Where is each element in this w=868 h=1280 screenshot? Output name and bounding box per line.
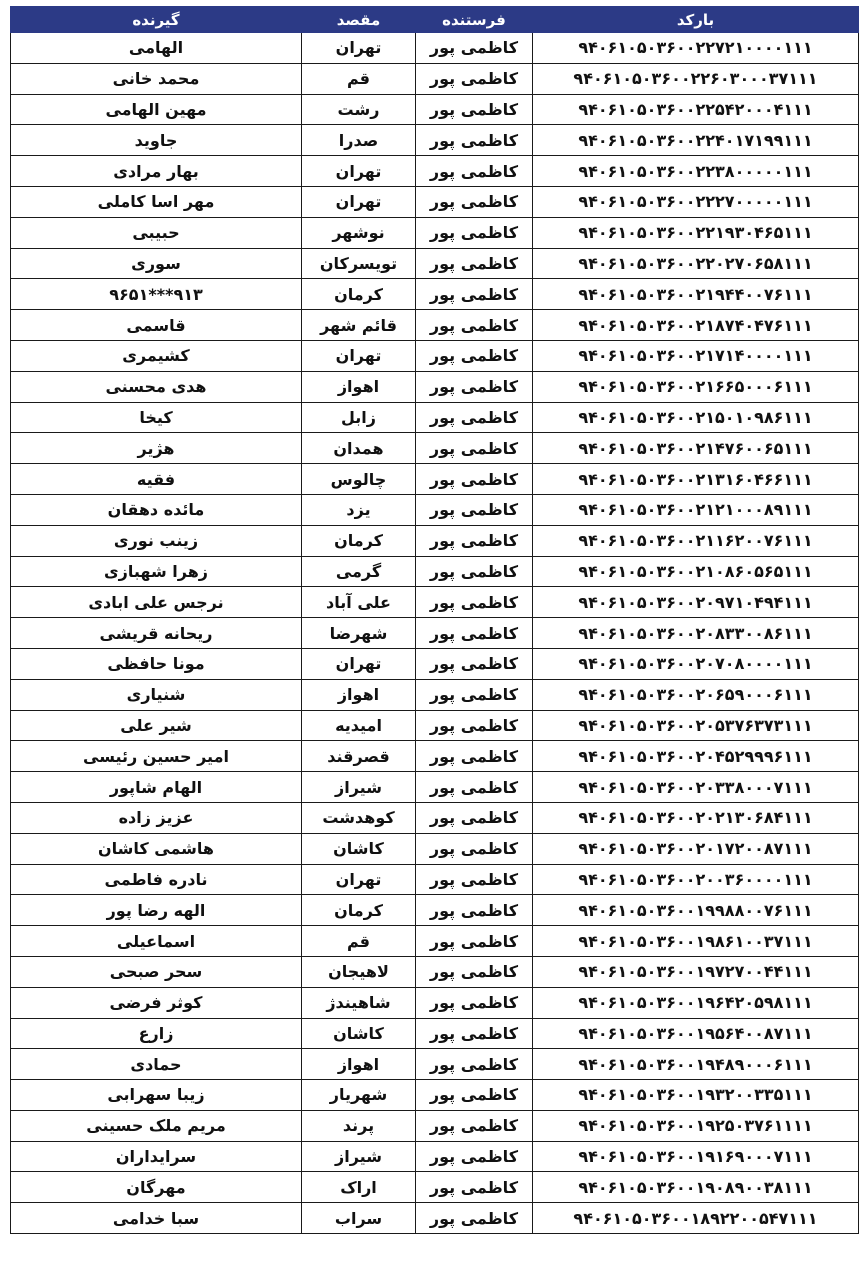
header-receiver: گیرنده — [11, 7, 302, 33]
barcode-cell: ۹۴۰۶۱۰۵۰۳۶۰۰۲۲۱۹۳۰۴۶۵۱۱۱ — [533, 217, 859, 248]
table-row — [11, 310, 859, 341]
barcode-cell: ۹۴۰۶۱۰۵۰۳۶۰۰۲۰۸۳۳۰۰۸۶۱۱۱ — [533, 618, 859, 649]
receiver-cell: زارع — [11, 1018, 302, 1049]
table-row — [11, 833, 859, 864]
receiver-cell: ریحانه قریشی — [11, 618, 302, 649]
destination-cell: شیراز — [302, 772, 416, 803]
barcode-cell: ۹۴۰۶۱۰۵۰۳۶۰۰۱۹۴۸۹۰۰۰۶۱۱۱ — [533, 1049, 859, 1080]
barcode-cell: ۹۴۰۶۱۰۵۰۳۶۰۰۱۹۵۶۴۰۰۸۷۱۱۱ — [533, 1018, 859, 1049]
receiver-cell: سوری — [11, 248, 302, 279]
barcode-cell: ۹۴۰۶۱۰۵۰۳۶۰۰۲۱۶۶۵۰۰۰۶۱۱۱ — [533, 371, 859, 402]
destination-cell: تهران — [302, 864, 416, 895]
table-row — [11, 94, 859, 125]
sender-cell: کاظمی پور — [416, 741, 533, 772]
receiver-cell: نرجس علی ابادی — [11, 587, 302, 618]
barcode-cell: ۹۴۰۶۱۰۵۰۳۶۰۰۲۱۳۱۶۰۴۶۶۱۱۱ — [533, 464, 859, 495]
table-row — [11, 987, 859, 1018]
barcode-cell: ۹۴۰۶۱۰۵۰۳۶۰۰۱۹۳۲۰۰۳۳۵۱۱۱ — [533, 1080, 859, 1111]
header-row — [11, 7, 859, 33]
sender-cell: کاظمی پور — [416, 494, 533, 525]
destination-cell: تهران — [302, 340, 416, 371]
barcode-cell: ۹۴۰۶۱۰۵۰۳۶۰۰۲۰۶۵۹۰۰۰۶۱۱۱ — [533, 679, 859, 710]
table-row — [11, 1080, 859, 1111]
destination-cell: سراب — [302, 1203, 416, 1234]
destination-cell: کرمان — [302, 895, 416, 926]
barcode-cell: ۹۴۰۶۱۰۵۰۳۶۰۰۲۱۰۸۶۰۵۶۵۱۱۱ — [533, 556, 859, 587]
sender-cell: کاظمی پور — [416, 63, 533, 94]
receiver-cell: زهرا شهبازی — [11, 556, 302, 587]
barcode-cell: ۹۴۰۶۱۰۵۰۳۶۰۰۲۰۲۱۳۰۶۸۴۱۱۱ — [533, 802, 859, 833]
sender-cell: کاظمی پور — [416, 371, 533, 402]
barcode-cell: ۹۴۰۶۱۰۵۰۳۶۰۰۲۲۷۲۱۰۰۰۰۱۱۱ — [533, 33, 859, 64]
receiver-cell: ۹۱۳***۹۶۵۱ — [11, 279, 302, 310]
barcode-cell: ۹۴۰۶۱۰۵۰۳۶۰۰۲۲۰۲۷۰۶۵۸۱۱۱ — [533, 248, 859, 279]
table-row — [11, 63, 859, 94]
barcode-cell: ۹۴۰۶۱۰۵۰۳۶۰۰۱۹۶۴۲۰۵۹۸۱۱۱ — [533, 987, 859, 1018]
barcode-cell: ۹۴۰۶۱۰۵۰۳۶۰۰۲۱۱۶۲۰۰۷۶۱۱۱ — [533, 525, 859, 556]
barcode-cell: ۹۴۰۶۱۰۵۰۳۶۰۰۲۰۰۳۶۰۰۰۰۱۱۱ — [533, 864, 859, 895]
receiver-cell: مونا حافظی — [11, 648, 302, 679]
barcode-cell: ۹۴۰۶۱۰۵۰۳۶۰۰۱۹۲۵۰۳۷۶۱۱۱۱ — [533, 1110, 859, 1141]
barcode-cell: ۹۴۰۶۱۰۵۰۳۶۰۰۲۱۸۷۴۰۴۷۶۱۱۱ — [533, 310, 859, 341]
destination-cell: قائم شهر — [302, 310, 416, 341]
table-row — [11, 525, 859, 556]
destination-cell: تهران — [302, 33, 416, 64]
table-row — [11, 1018, 859, 1049]
barcode-cell: ۹۴۰۶۱۰۵۰۳۶۰۰۲۲۳۸۰۰۰۰۰۱۱۱ — [533, 156, 859, 187]
destination-cell: کاشان — [302, 833, 416, 864]
barcode-cell: ۹۴۰۶۱۰۵۰۳۶۰۰۲۰۱۷۲۰۰۸۷۱۱۱ — [533, 833, 859, 864]
table-row — [11, 710, 859, 741]
table-row — [11, 802, 859, 833]
receiver-cell: زیبا سهرابی — [11, 1080, 302, 1111]
sender-cell: کاظمی پور — [416, 556, 533, 587]
sender-cell: کاظمی پور — [416, 125, 533, 156]
receiver-cell: بهار مرادی — [11, 156, 302, 187]
destination-cell: قصرقند — [302, 741, 416, 772]
sender-cell: کاظمی پور — [416, 987, 533, 1018]
receiver-cell: امیر حسین رئیسی — [11, 741, 302, 772]
destination-cell: تویسرکان — [302, 248, 416, 279]
table-row — [11, 186, 859, 217]
sender-cell: کاظمی پور — [416, 648, 533, 679]
barcode-cell: ۹۴۰۶۱۰۵۰۳۶۰۰۲۱۵۰۱۰۹۸۶۱۱۱ — [533, 402, 859, 433]
barcode-cell: ۹۴۰۶۱۰۵۰۳۶۰۰۱۹۷۲۷۰۰۴۴۱۱۱ — [533, 956, 859, 987]
table-row — [11, 1110, 859, 1141]
receiver-cell: سحر صبحی — [11, 956, 302, 987]
sender-cell: کاظمی پور — [416, 587, 533, 618]
receiver-cell: نادره فاطمی — [11, 864, 302, 895]
destination-cell: گرمی — [302, 556, 416, 587]
sender-cell: کاظمی پور — [416, 217, 533, 248]
table-row — [11, 679, 859, 710]
sender-cell: کاظمی پور — [416, 772, 533, 803]
table-row — [11, 279, 859, 310]
receiver-cell: اسماعیلی — [11, 926, 302, 957]
table-row — [11, 464, 859, 495]
destination-cell: لاهیجان — [302, 956, 416, 987]
destination-cell: اهواز — [302, 371, 416, 402]
sender-cell: کاظمی پور — [416, 525, 533, 556]
table-row — [11, 864, 859, 895]
table-row — [11, 433, 859, 464]
table-row — [11, 371, 859, 402]
destination-cell: زابل — [302, 402, 416, 433]
header-sender: فرستنده — [416, 7, 533, 33]
barcode-cell: ۹۴۰۶۱۰۵۰۳۶۰۰۱۸۹۲۲۰۰۵۴۷۱۱۱ — [533, 1203, 859, 1234]
receiver-cell: هژیر — [11, 433, 302, 464]
destination-cell: علی آباد — [302, 587, 416, 618]
receiver-cell: جاوید — [11, 125, 302, 156]
barcode-cell: ۹۴۰۶۱۰۵۰۳۶۰۰۲۱۴۷۶۰۰۶۵۱۱۱ — [533, 433, 859, 464]
receiver-cell: سرایداران — [11, 1141, 302, 1172]
table-row — [11, 618, 859, 649]
sender-cell: کاظمی پور — [416, 1049, 533, 1080]
sender-cell: کاظمی پور — [416, 1110, 533, 1141]
receiver-cell: قاسمی — [11, 310, 302, 341]
destination-cell: کرمان — [302, 279, 416, 310]
table-body — [11, 33, 859, 1234]
receiver-cell: هاشمی کاشان — [11, 833, 302, 864]
table-row — [11, 1172, 859, 1203]
barcode-cell: ۹۴۰۶۱۰۵۰۳۶۰۰۲۰۴۵۲۹۹۹۶۱۱۱ — [533, 741, 859, 772]
table-row — [11, 217, 859, 248]
barcode-cell: ۹۴۰۶۱۰۵۰۳۶۰۰۲۲۵۴۲۰۰۰۴۱۱۱ — [533, 94, 859, 125]
table-row — [11, 248, 859, 279]
sender-cell: کاظمی پور — [416, 340, 533, 371]
receiver-cell: الهام شاپور — [11, 772, 302, 803]
barcode-cell: ۹۴۰۶۱۰۵۰۳۶۰۰۲۲۴۰۱۷۱۹۹۱۱۱ — [533, 125, 859, 156]
table-row — [11, 772, 859, 803]
destination-cell: تهران — [302, 186, 416, 217]
sender-cell: کاظمی پور — [416, 248, 533, 279]
shipment-sheet — [10, 6, 858, 1234]
destination-cell: شیراز — [302, 1141, 416, 1172]
table-row — [11, 156, 859, 187]
receiver-cell: فقیه — [11, 464, 302, 495]
barcode-cell: ۹۴۰۶۱۰۵۰۳۶۰۰۱۹۹۸۸۰۰۷۶۱۱۱ — [533, 895, 859, 926]
table-row — [11, 402, 859, 433]
barcode-cell: ۹۴۰۶۱۰۵۰۳۶۰۰۱۹۱۶۹۰۰۰۷۱۱۱ — [533, 1141, 859, 1172]
sender-cell: کاظمی پور — [416, 156, 533, 187]
destination-cell: نوشهر — [302, 217, 416, 248]
sender-cell: کاظمی پور — [416, 802, 533, 833]
sender-cell: کاظمی پور — [416, 279, 533, 310]
sender-cell: کاظمی پور — [416, 33, 533, 64]
receiver-cell: مائده دهقان — [11, 494, 302, 525]
barcode-cell: ۹۴۰۶۱۰۵۰۳۶۰۰۲۰۹۷۱۰۴۹۴۱۱۱ — [533, 587, 859, 618]
table-row — [11, 494, 859, 525]
destination-cell: کرمان — [302, 525, 416, 556]
table-row — [11, 125, 859, 156]
shipment-table — [10, 6, 859, 1234]
table-row — [11, 556, 859, 587]
sender-cell: کاظمی پور — [416, 186, 533, 217]
sender-cell: کاظمی پور — [416, 464, 533, 495]
receiver-cell: سبا خدامی — [11, 1203, 302, 1234]
destination-cell: تهران — [302, 156, 416, 187]
receiver-cell: الهامی — [11, 33, 302, 64]
destination-cell: تهران — [302, 648, 416, 679]
receiver-cell: کشیمری — [11, 340, 302, 371]
sender-cell: کاظمی پور — [416, 1203, 533, 1234]
sender-cell: کاظمی پور — [416, 310, 533, 341]
destination-cell: پرند — [302, 1110, 416, 1141]
destination-cell: کاشان — [302, 1018, 416, 1049]
sender-cell: کاظمی پور — [416, 618, 533, 649]
barcode-cell: ۹۴۰۶۱۰۵۰۳۶۰۰۱۹۸۶۱۰۰۳۷۱۱۱ — [533, 926, 859, 957]
receiver-cell: مریم ملک حسینی — [11, 1110, 302, 1141]
barcode-cell: ۹۴۰۶۱۰۵۰۳۶۰۰۱۹۰۸۹۰۰۳۸۱۱۱ — [533, 1172, 859, 1203]
barcode-cell: ۹۴۰۶۱۰۵۰۳۶۰۰۲۱۷۱۴۰۰۰۰۱۱۱ — [533, 340, 859, 371]
table-row — [11, 895, 859, 926]
receiver-cell: هدی محسنی — [11, 371, 302, 402]
sender-cell: کاظمی پور — [416, 1141, 533, 1172]
sender-cell: کاظمی پور — [416, 710, 533, 741]
sender-cell: کاظمی پور — [416, 833, 533, 864]
destination-cell: کوهدشت — [302, 802, 416, 833]
sender-cell: کاظمی پور — [416, 1080, 533, 1111]
destination-cell: همدان — [302, 433, 416, 464]
destination-cell: قم — [302, 926, 416, 957]
destination-cell: شاهیندژ — [302, 987, 416, 1018]
table-row — [11, 587, 859, 618]
receiver-cell: شیر علی — [11, 710, 302, 741]
receiver-cell: مهرگان — [11, 1172, 302, 1203]
sender-cell: کاظمی پور — [416, 433, 533, 464]
table-row — [11, 956, 859, 987]
barcode-cell: ۹۴۰۶۱۰۵۰۳۶۰۰۲۰۳۳۸۰۰۰۷۱۱۱ — [533, 772, 859, 803]
sender-cell: کاظمی پور — [416, 94, 533, 125]
receiver-cell: عزیز زاده — [11, 802, 302, 833]
sender-cell: کاظمی پور — [416, 679, 533, 710]
table-row — [11, 1049, 859, 1080]
receiver-cell: حمادی — [11, 1049, 302, 1080]
table-row — [11, 741, 859, 772]
barcode-cell: ۹۴۰۶۱۰۵۰۳۶۰۰۲۰۷۰۸۰۰۰۰۱۱۱ — [533, 648, 859, 679]
receiver-cell: مهر اسا کاملی — [11, 186, 302, 217]
sender-cell: کاظمی پور — [416, 402, 533, 433]
destination-cell: صدرا — [302, 125, 416, 156]
receiver-cell: الهه رضا پور — [11, 895, 302, 926]
destination-cell: اراک — [302, 1172, 416, 1203]
header-barcode: بارکد — [533, 7, 859, 33]
destination-cell: اهواز — [302, 679, 416, 710]
destination-cell: یزد — [302, 494, 416, 525]
barcode-cell: ۹۴۰۶۱۰۵۰۳۶۰۰۲۲۲۷۰۰۰۰۰۱۱۱ — [533, 186, 859, 217]
table-row — [11, 340, 859, 371]
sender-cell: کاظمی پور — [416, 956, 533, 987]
receiver-cell: زینب نوری — [11, 525, 302, 556]
sender-cell: کاظمی پور — [416, 1172, 533, 1203]
sender-cell: کاظمی پور — [416, 1018, 533, 1049]
receiver-cell: کیخا — [11, 402, 302, 433]
table-row — [11, 33, 859, 64]
destination-cell: امیدیه — [302, 710, 416, 741]
destination-cell: اهواز — [302, 1049, 416, 1080]
table-row — [11, 926, 859, 957]
barcode-cell: ۹۴۰۶۱۰۵۰۳۶۰۰۲۲۶۰۳۰۰۰۳۷۱۱۱ — [533, 63, 859, 94]
sender-cell: کاظمی پور — [416, 895, 533, 926]
receiver-cell: محمد خانی — [11, 63, 302, 94]
sender-cell: کاظمی پور — [416, 864, 533, 895]
destination-cell: قم — [302, 63, 416, 94]
receiver-cell: مهین الهامی — [11, 94, 302, 125]
receiver-cell: شنیاری — [11, 679, 302, 710]
header-destination: مقصد — [302, 7, 416, 33]
table-row — [11, 1203, 859, 1234]
barcode-cell: ۹۴۰۶۱۰۵۰۳۶۰۰۲۰۵۳۷۶۳۷۳۱۱۱ — [533, 710, 859, 741]
table-row — [11, 648, 859, 679]
destination-cell: چالوس — [302, 464, 416, 495]
destination-cell: رشت — [302, 94, 416, 125]
barcode-cell: ۹۴۰۶۱۰۵۰۳۶۰۰۲۱۹۴۴۰۰۷۶۱۱۱ — [533, 279, 859, 310]
receiver-cell: حبیبی — [11, 217, 302, 248]
barcode-cell: ۹۴۰۶۱۰۵۰۳۶۰۰۲۱۲۱۰۰۰۸۹۱۱۱ — [533, 494, 859, 525]
table-row — [11, 1141, 859, 1172]
destination-cell: شهریار — [302, 1080, 416, 1111]
destination-cell: شهرضا — [302, 618, 416, 649]
receiver-cell: کوثر فرضی — [11, 987, 302, 1018]
sender-cell: کاظمی پور — [416, 926, 533, 957]
